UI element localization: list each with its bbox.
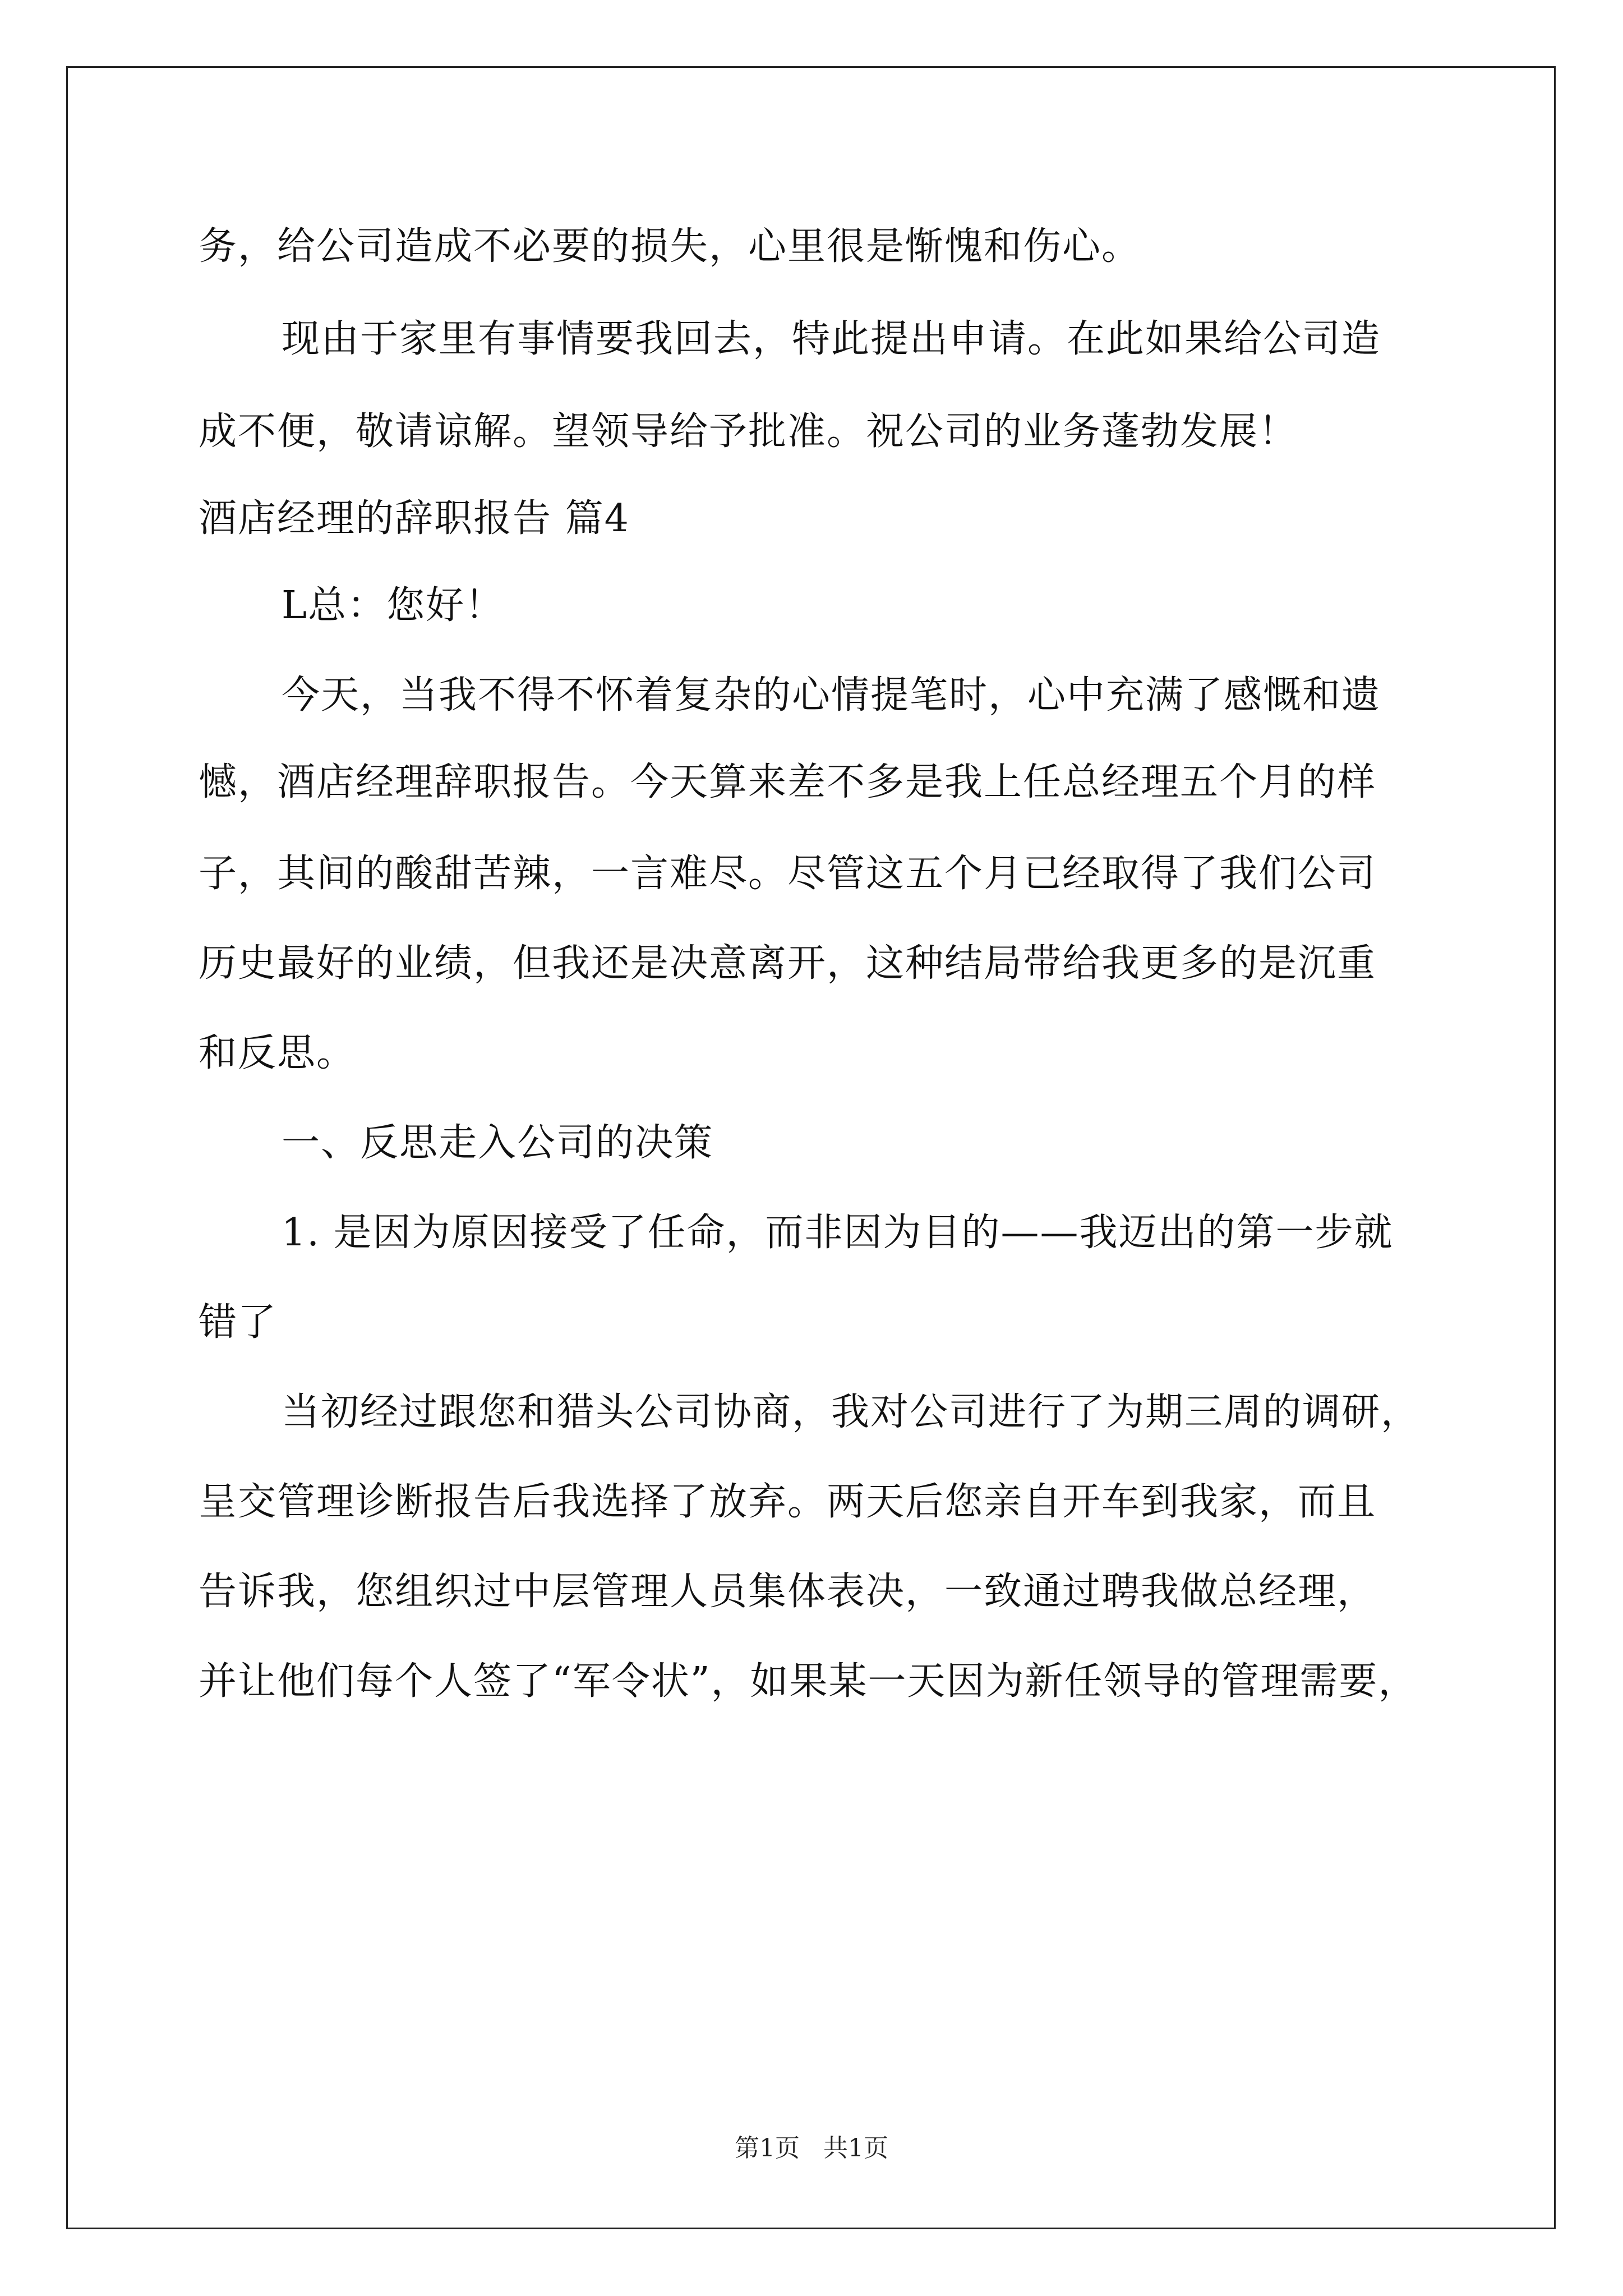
- text-line: 今天，当我不得不怀着复杂的心情提笔时，心中充满了感慨和遗: [282, 673, 1381, 717]
- text-line: 子，其间的酸甜苦辣，一言难尽。尽管这五个月已经取得了我们公司: [199, 852, 1377, 896]
- section-heading: 酒店经理的辞职报告 篇4: [199, 496, 630, 541]
- subheading: 一、反思走入公司的决策: [282, 1121, 714, 1165]
- page-number: 第1页: [735, 2134, 800, 2162]
- text-line: 告诉我，您组织过中层管理人员集体表决，一致通过聘我做总经理，: [199, 1570, 1377, 1614]
- text-line: 并让他们每个人签了“军令状”，如果某一天因为新任领导的管理需要，: [199, 1659, 1418, 1704]
- salutation: L总：您好！: [282, 583, 505, 628]
- page-total: 共1页: [823, 2134, 888, 2162]
- text-line: 1. 是因为原因接受了任命，而非因为目的——我迈出的第一步就: [282, 1211, 1394, 1255]
- text-line: 当初经过跟您和猎头公司协商，我对公司进行了为期三周的调研，: [282, 1390, 1421, 1434]
- text-line: 呈交管理诊断报告后我选择了放弃。两天后您亲自开车到我家，而且: [199, 1480, 1377, 1524]
- text-line: 成不便，敬请谅解。望领导给予批准。祝公司的业务蓬勃发展！: [199, 409, 1298, 454]
- text-line: 现由于家里有事情要我回去，特此提出申请。在此如果给公司造: [282, 317, 1381, 361]
- text-line: 历史最好的业绩，但我还是决意离开，这种结局带给我更多的是沉重: [199, 941, 1377, 986]
- text-line: 憾，酒店经理辞职报告。今天算来差不多是我上任总经理五个月的样: [199, 760, 1377, 804]
- text-line: 和反思。: [199, 1031, 356, 1075]
- text-line: 错了: [199, 1300, 278, 1345]
- text-line: 务，给公司造成不必要的损失，心里很是惭愧和伤心。: [199, 224, 1141, 269]
- page-footer: [0, 2134, 1623, 2162]
